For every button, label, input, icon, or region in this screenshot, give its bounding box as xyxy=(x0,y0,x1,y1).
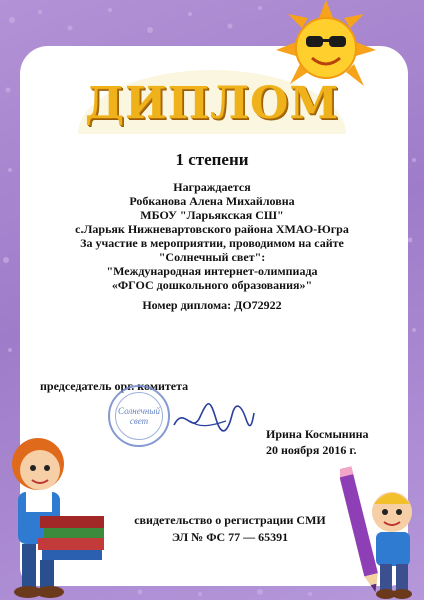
signature-scribble xyxy=(170,395,256,437)
event-line-2: «ФГОС дошкольного образования»" xyxy=(111,278,313,292)
kid-with-pencil-icon xyxy=(340,456,424,600)
sun-with-sunglasses-icon xyxy=(276,0,376,90)
diploma-degree: 1 степени xyxy=(175,150,249,169)
signature-date: 20 ноября 2016 г. xyxy=(266,443,357,457)
participation-line: За участие в мероприятии, проводимом на сайте xyxy=(80,236,344,250)
location: с.Ларьяк Нижневартовского района ХМАО-Югра xyxy=(75,222,349,236)
award-text xyxy=(60,180,364,312)
signer-block xyxy=(266,426,386,458)
diploma-number: Номер диплома: ДО72922 xyxy=(142,298,282,312)
registration-line-2: ЭЛ № ФС 77 — 65391 xyxy=(171,530,289,544)
event-line-1: "Международная интернет-олимпиада xyxy=(106,264,318,278)
stamp xyxy=(108,385,170,447)
stamp-text: Солнечный свет xyxy=(118,406,160,426)
awarded-label: Награждается xyxy=(173,180,251,194)
boy-with-books-icon xyxy=(0,430,112,600)
diploma-title: ДИПЛОМ xyxy=(84,78,340,129)
recipient-name: Робканова Алена Михайловна xyxy=(129,194,295,208)
registration-line-1: свидетельство о регистрации СМИ xyxy=(134,513,326,527)
registration-block xyxy=(100,512,360,546)
school-name: МБОУ "Ларьякская СШ" xyxy=(140,208,284,222)
signer-name: Ирина Космынина xyxy=(266,427,369,441)
site-name: "Солнечный свет": xyxy=(158,250,266,264)
chair-label: председатель орг. комитета xyxy=(40,379,189,393)
